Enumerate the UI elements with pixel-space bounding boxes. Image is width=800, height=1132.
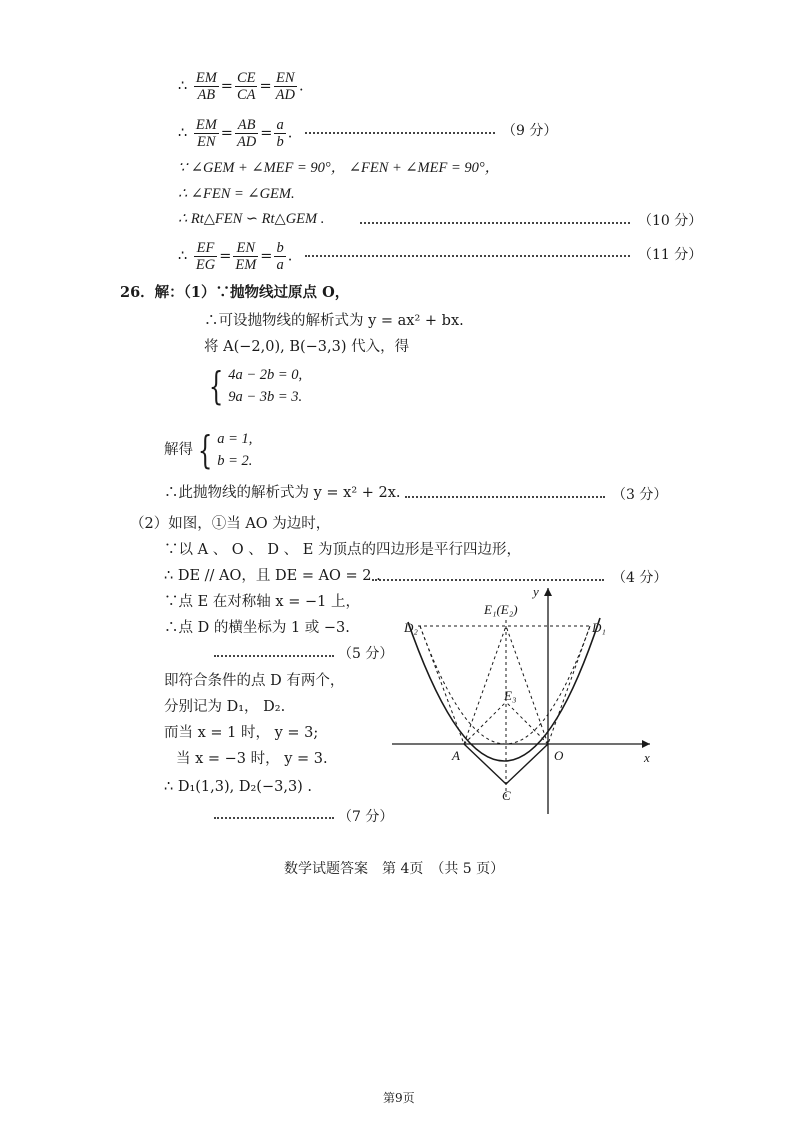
fraction: $\frac{EM}{EN}$ — [195, 117, 217, 150]
segment-O-E1 — [506, 626, 548, 744]
label-C: C — [502, 788, 511, 803]
label-E3: E₃ — [504, 688, 517, 703]
leader-dots — [305, 132, 495, 134]
leader-dots — [214, 817, 334, 819]
proof-line-1: ∴ $\frac{EM}{AB}$ = $\frac{CE}{CA}$ = $\frac{EN}{AD}$ . — [178, 70, 304, 103]
leader-dots — [214, 655, 334, 657]
label-y: y — [533, 584, 539, 599]
therefore-symbol: ∴ — [178, 78, 188, 95]
fraction: $\frac{b}{a}$ — [276, 240, 284, 273]
score-10: （10 分） — [638, 213, 703, 229]
segment-D1-O — [548, 626, 590, 744]
q26-line-13: ∴ D₁(1,3), D₂(−3,3) . — [164, 779, 313, 795]
page-footer: 数学试题答案 第 4页 （共 5 页） — [284, 861, 505, 877]
q26-line-12: 当 x = −3 时， y = 3. — [176, 751, 328, 767]
proof-line-6: ∴ $\frac{EF}{EG}$ = $\frac{EN}{EM}$ = $\frac{b}{a}$ . — [178, 240, 293, 273]
fraction: $\frac{EF}{EG}$ — [195, 240, 216, 273]
score-7: （7 分） — [338, 809, 394, 825]
equation-system-1: { 4a − 2b = 0, 9a − 3b = 3. — [208, 364, 303, 408]
proof-line-3: ∵ ∠GEM + ∠MEF = 90°， ∠FEN + ∠MEF = 90°， — [178, 160, 500, 176]
q26-header: 26．解：（1）∵抛物线过原点 O， — [120, 284, 350, 301]
segment-A-E3 — [464, 702, 506, 744]
dashed-parabola — [420, 626, 590, 744]
q26-line-7: ∵点 E 在对称轴 x = −1 上， — [164, 594, 360, 610]
segment-A-C — [464, 744, 506, 784]
y-axis-arrow-icon — [544, 588, 552, 596]
score-5: （5 分） — [338, 646, 394, 662]
label-A: A — [452, 748, 460, 763]
proof-line-5: ∴ Rt△FEN ∽ Rt△GEM . — [178, 211, 325, 227]
fraction: $\frac{EM}{AB}$ — [195, 70, 217, 103]
brace-icon: { — [208, 364, 224, 408]
leader-dots — [405, 496, 605, 498]
fraction: $\frac{EN}{AD}$ — [275, 70, 295, 103]
segment-D2-A — [420, 626, 464, 744]
q26-line-1: ∴可设抛物线的解析式为 y = ax² + bx. — [204, 313, 464, 329]
label-O: O — [554, 748, 564, 763]
score-3: （3 分） — [612, 487, 668, 503]
q26-line-5: ∵以 A 、 O 、 D 、 E 为顶点的四边形是平行四边形， — [164, 542, 521, 558]
label-D1: D₁ — [592, 620, 606, 635]
proof-line-2: ∴ $\frac{EM}{EN}$ = $\frac{AB}{AD}$ = $\frac{a}{b}$ . — [178, 117, 293, 150]
segment-O-E3 — [506, 702, 548, 744]
page-number: 第9页 — [383, 1091, 415, 1105]
therefore-symbol: ∴ — [178, 248, 188, 265]
fraction: $\frac{AB}{AD}$ — [236, 117, 257, 150]
score-11: （11 分） — [638, 247, 703, 263]
therefore-symbol: ∴ — [178, 125, 188, 142]
q26-line-3: ∴此抛物线的解析式为 y = x² + 2x. — [164, 485, 401, 501]
q26-line-2: 将 A(−2,0), B(−3,3) 代入，得 — [204, 339, 410, 355]
proof-line-4: ∴ ∠FEN = ∠GEM. — [178, 186, 295, 202]
q26-line-11: 而当 x = 1 时， y = 3; — [164, 725, 319, 741]
segment-A-E1 — [464, 626, 506, 744]
q26-line-8: ∴点 D 的横坐标为 1 或 −3. — [164, 620, 350, 636]
x-axis-arrow-icon — [642, 740, 650, 748]
q26-line-4: （2）如图，①当 AO 为边时， — [130, 516, 331, 532]
fraction: $\frac{a}{b}$ — [276, 117, 284, 150]
fraction: $\frac{EN}{EM}$ — [235, 240, 257, 273]
q26-line-9: 即符合条件的点 D 有两个， — [164, 673, 345, 689]
fraction: $\frac{CE}{CA}$ — [236, 70, 256, 103]
parabola-figure — [388, 582, 688, 842]
q26-line-10: 分别记为 D₁， D₂. — [164, 699, 286, 715]
label-D2: D₂ — [404, 620, 418, 635]
label-x: x — [644, 750, 650, 765]
segment-C-O — [506, 744, 548, 784]
score-4: （4 分） — [612, 570, 668, 586]
label-E1E2: E₁(E₂) — [484, 602, 518, 617]
leader-dots — [305, 255, 630, 257]
q26-line-6: ∴ DE // AO，且 DE = AO = 2 . — [164, 568, 381, 584]
brace-icon: { — [197, 428, 213, 472]
leader-dots — [372, 579, 604, 581]
leader-dots — [360, 222, 630, 224]
solve-block: 解得 { a = 1, b = 2. — [164, 428, 253, 472]
score-9: （9 分） — [502, 123, 558, 139]
